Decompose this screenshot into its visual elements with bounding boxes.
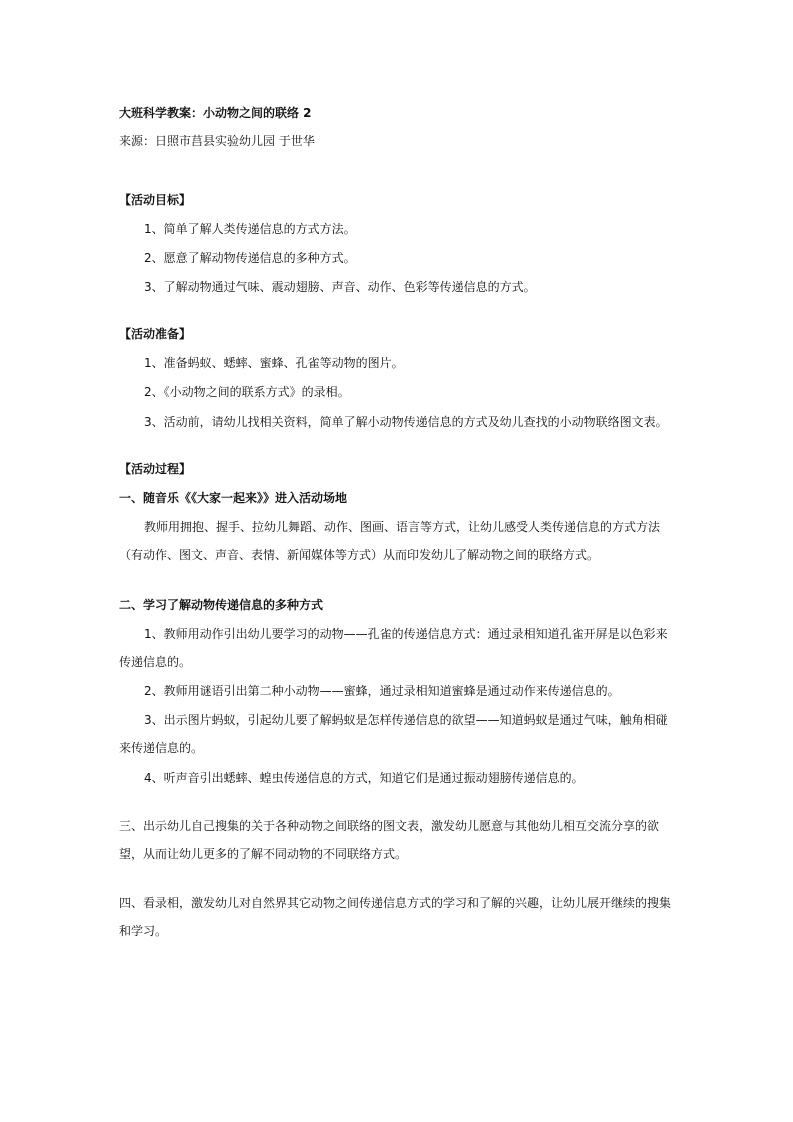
doc-source: 来源：日照市莒县实验幼儿园 于世华 [119,134,315,148]
step2-item: 1、教师用动作引出幼儿要学习的动物——孔雀的传递信息方式：通过录相知道孔雀开屏是以色彩来传递信息的。 [119,627,668,669]
step2-item: 4、听声音引出蟋蟀、蝗虫传递信息的方式，知道它们是通过振动翅膀传递信息的。 [144,771,584,785]
goals-heading: 【活动目标】 [119,193,192,207]
prep-heading: 【活动准备】 [119,327,192,341]
goal-item: 3、了解动物通过气味、震动翅膀、声音、动作、色彩等传递信息的方式。 [144,280,536,294]
doc-title: 大班科学教案：小动物之间的联络 2 [119,106,312,120]
step2-heading: 二、学习了解动物传递信息的多种方式 [119,598,324,612]
step3-text: 三、出示幼儿自己搜集的关于各种动物之间联络的图文表，激发幼儿愿意与其他幼儿相互交流分享的欲望，从而让幼儿更多的了解不同动物的不同联络方式。 [119,819,660,861]
step2-item: 2、教师用谜语引出第二种小动物——蜜蜂，通过录相知道蜜蜂是通过动作来传递信息的。 [144,684,620,698]
step1-text: 教师用拥抱、握手、拉幼儿舞蹈、动作、图画、语言等方式，让幼儿感受人类传递信息的方式方法（有动作、图文、声音、表情、新闻媒体等方式）从而印发幼儿了解动物之间的联络方式。 [119,520,661,562]
prep-item: 2、《小动物之间的联系方式》的录相。 [144,385,350,399]
step1-heading: 一、随音乐《《大家一起来》》进入活动场地 [119,491,348,505]
prep-item: 1、准备蚂蚁、蟋蟀、蜜蜂、孔雀等动物的图片。 [144,356,404,370]
prep-item: 3、活动前，请幼儿找相关资料，简单了解小动物传递信息的方式及幼儿查找的小动物联络图文表。 [144,415,668,429]
step4-text: 四、看录相，激发幼儿对自然界其它动物之间传递信息方式的学习和了解的兴趣，让幼儿展开继续的搜集和学习。 [119,896,672,938]
goal-item: 2、愿意了解动物传递信息的多种方式。 [144,251,356,265]
goal-item: 1、简单了解人类传递信息的方式方法。 [144,222,356,236]
step2-item: 3、出示图片蚂蚁，引起幼儿要了解蚂蚁是怎样传递信息的欲望——知道蚂蚁是通过气味，触角相碰来传递信息的。 [119,713,668,755]
process-heading: 【活动过程】 [119,462,192,476]
